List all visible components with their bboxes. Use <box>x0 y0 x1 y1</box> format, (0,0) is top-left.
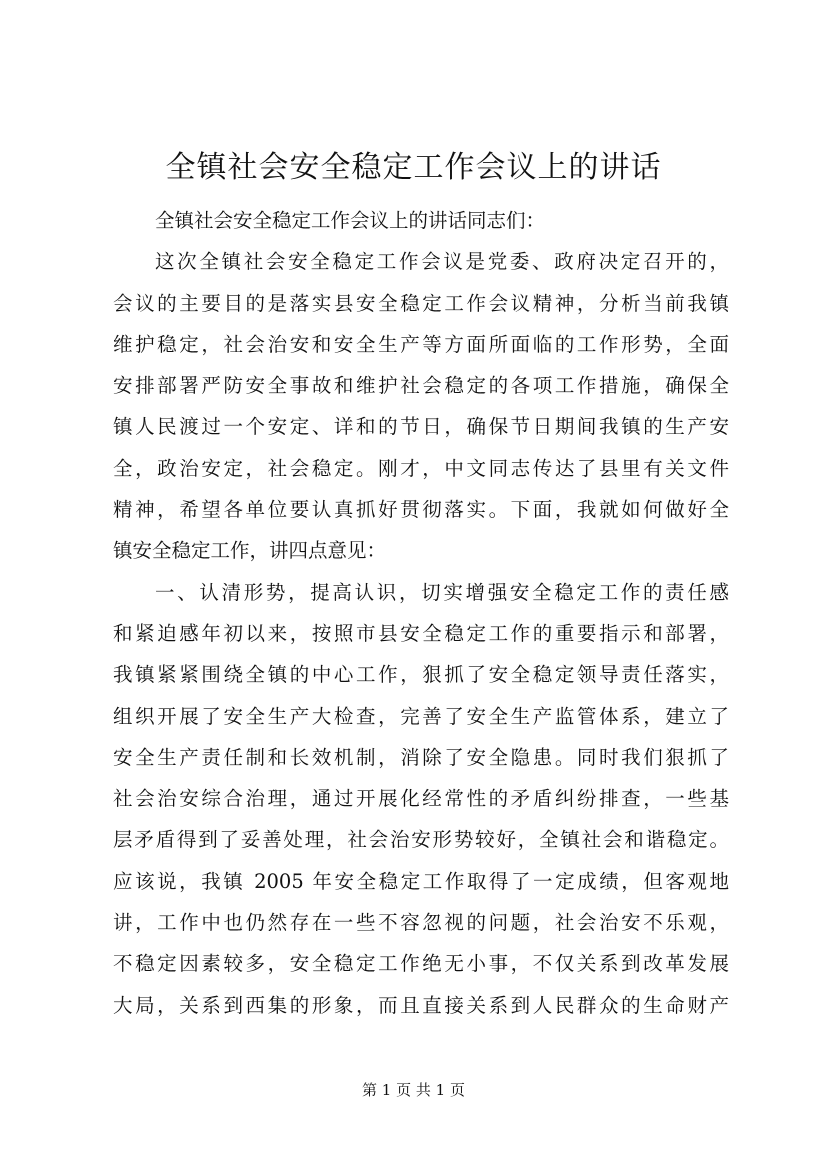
text-line: 全镇社会安全稳定工作会议上的讲话同志们： <box>155 209 546 232</box>
text-line: 一、认清形势，提高认识，切实增强安全稳定工作的责任感 <box>155 580 729 604</box>
text-line: 镇人民渡过一个安定、详和的节日，确保节日期间我镇的生产安 <box>113 415 729 439</box>
text-line: 安排部署严防安全事故和维护社会稳定的各项工作措施，确保全 <box>113 374 729 398</box>
document-body <box>113 200 729 1026</box>
document-title: 全镇社会安全稳定工作会议上的讲话 <box>165 150 662 185</box>
text-line: 镇安全稳定工作，讲四点意见： <box>113 539 387 563</box>
text-line: 和紧迫感年初以来，按照市县安全稳定工作的重要指示和部署， <box>113 621 729 645</box>
text-line: 不稳定因素较多，安全稳定工作绝无小事，不仅关系到改革发展 <box>113 952 729 976</box>
text-line: 层矛盾得到了妥善处理，社会治安形势较好，全镇社会和谐稳定。 <box>113 828 729 852</box>
text-line: 这次全镇社会安全稳定工作会议是党委、政府决定召开的， <box>155 250 729 274</box>
text-line: 社会治安综合治理，通过开展化经常性的矛盾纠纷排查，一些基 <box>113 787 729 811</box>
text-line: 会议的主要目的是落实县安全稳定工作会议精神，分析当前我镇 <box>113 291 729 315</box>
text-line: 维护稳定，社会治安和安全生产等方面所面临的工作形势，全面 <box>113 332 729 356</box>
text-line: 组织开展了安全生产大检查，完善了安全生产监管体系，建立了 <box>113 704 729 728</box>
text-line: 安全生产责任制和长效机制，消除了安全隐患。同时我们狠抓了 <box>113 745 729 769</box>
text-line: 大局，关系到西集的形象，而且直接关系到人民群众的生命财产 <box>113 993 729 1017</box>
text-line: 精神，希望各单位要认真抓好贯彻落实。下面，我就如何做好全 <box>113 498 729 522</box>
text-line: 全，政治安定，社会稳定。刚才，中文同志传达了县里有关文件 <box>113 456 729 480</box>
text-line: 应该说，我镇 2005 年安全稳定工作取得了一定成绩，但客观地 <box>113 869 729 893</box>
text-line: 讲，工作中也仍然存在一些不容忽视的问题，社会治安不乐观， <box>113 911 729 935</box>
page-footer: 第 1 页 共 1 页 <box>362 1081 465 1099</box>
text-line: 我镇紧紧围绕全镇的中心工作，狠抓了安全稳定领导责任落实， <box>113 663 729 687</box>
